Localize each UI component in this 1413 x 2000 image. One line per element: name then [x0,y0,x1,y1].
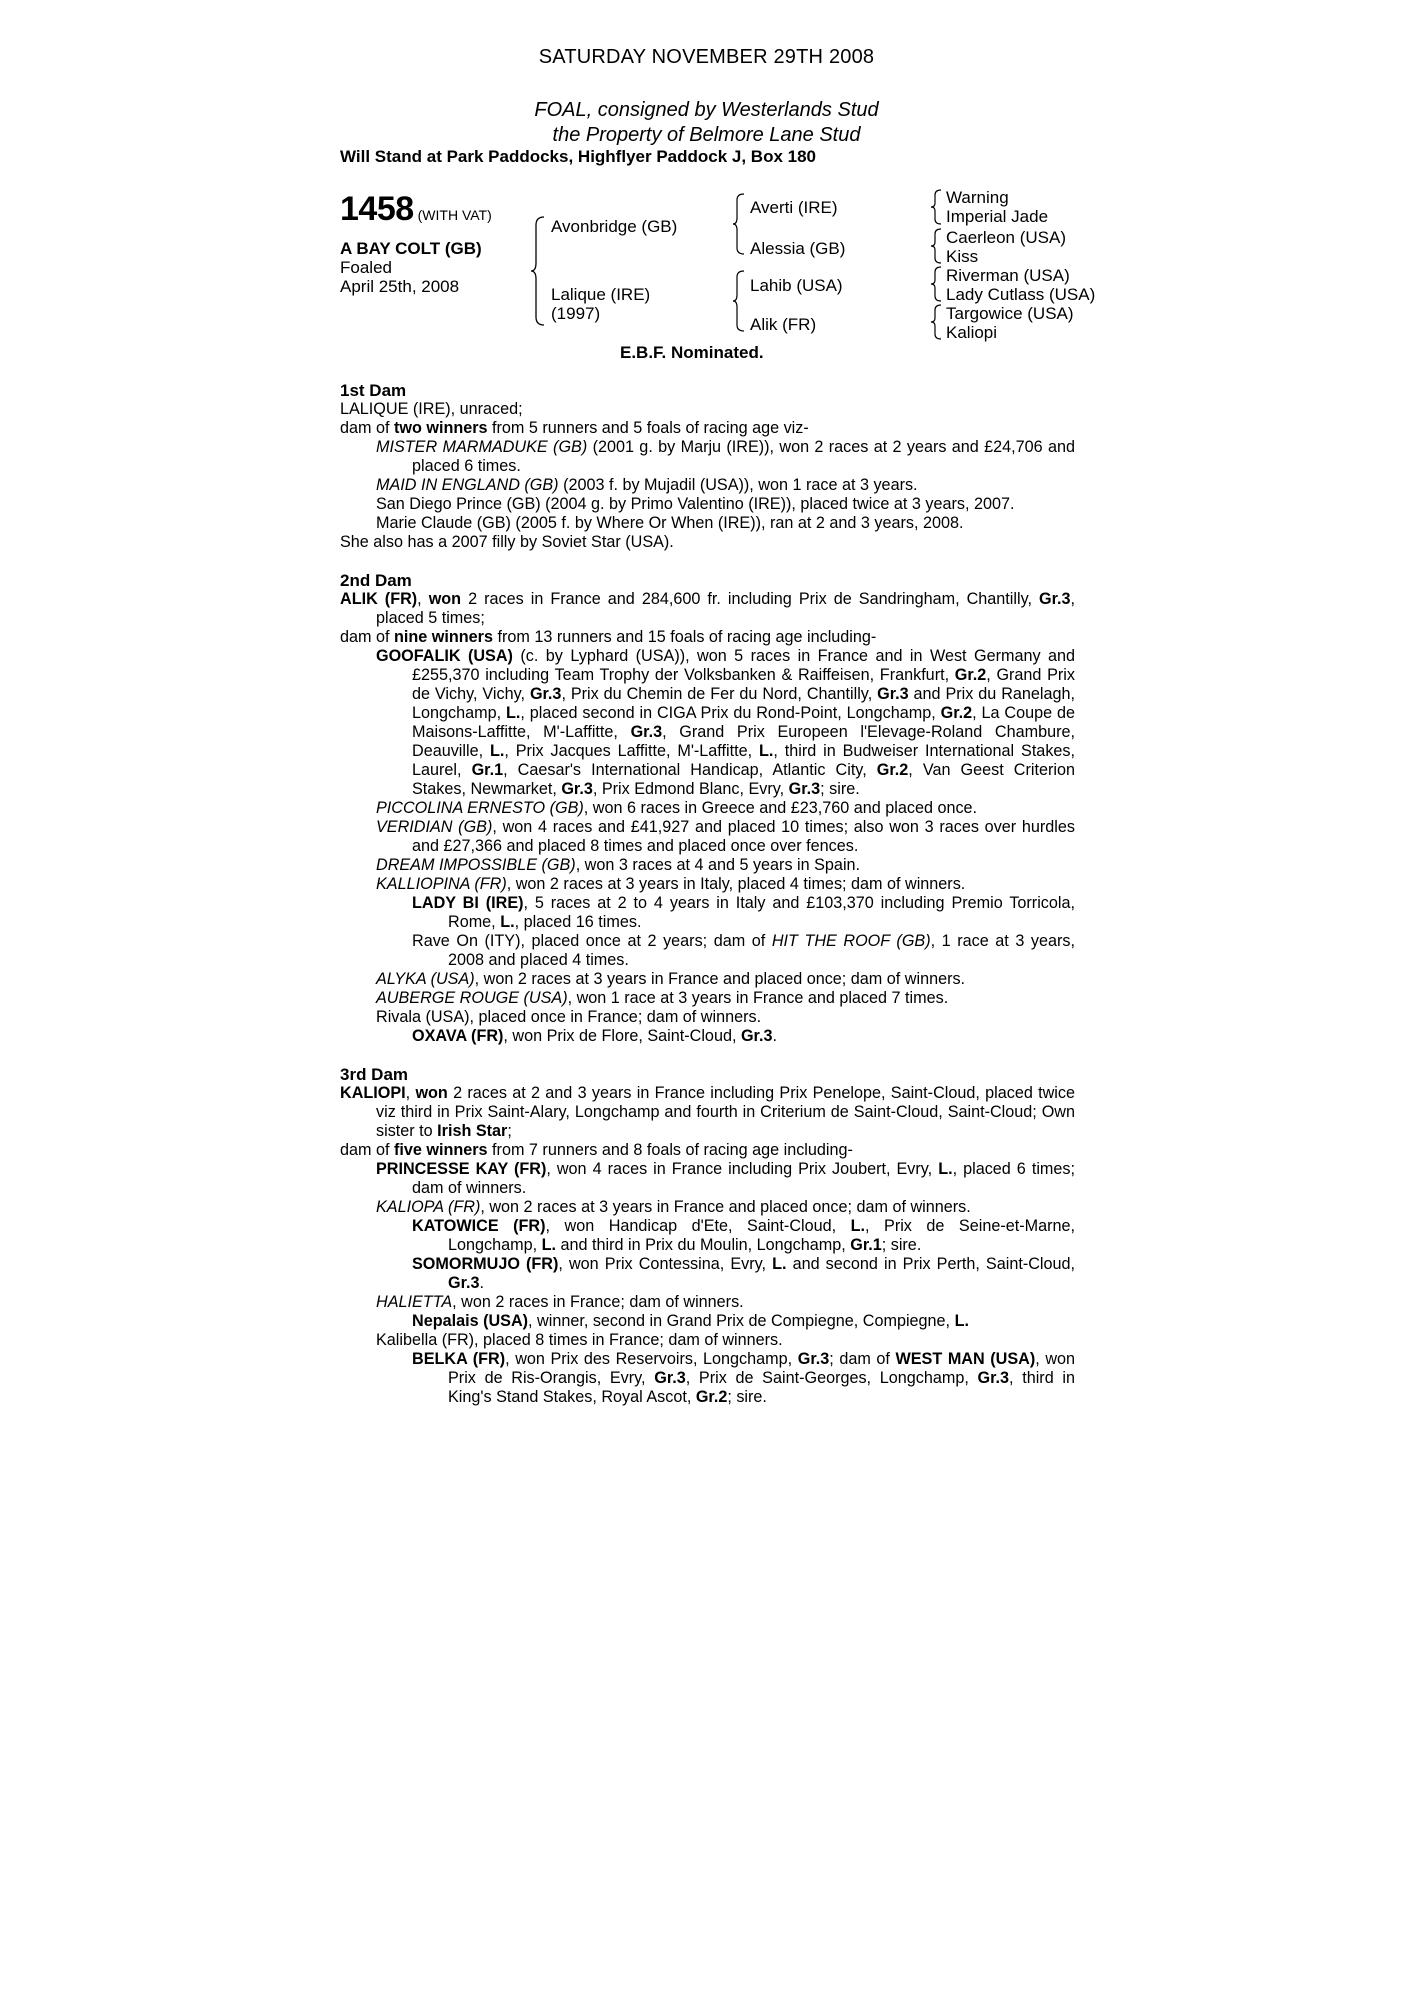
horse-info [340,239,482,296]
produce-entry: San Diego Prince (GB) (2004 g. by Primo Valentino (IRE)), placed twice at 3 years, 2007. [376,495,1015,513]
produce-entry: DREAM IMPOSSIBLE (GB), won 3 races at 4 and 5 years in Spain. [376,856,861,874]
property-line: the Property of Belmore Lane Stud [552,124,861,146]
pedigree-brace-main [530,215,550,327]
pedigree-brace-g4 [930,303,944,341]
produce-entry: PRINCESSE KAY (FR), won 4 races in France including Prix Joubert, Evry, L., placed 6 times; dam of winners. [376,1160,1075,1197]
pedigree-brace-g1 [930,188,944,226]
produce-subentry: KATOWICE (FR), won Handicap d'Ete, Saint-Cloud, L., Prix de Seine-et-Marne, Longchamp, L. and third in Prix du Moulin, Longchamp, Gr.1; sire. [412,1217,1075,1254]
pedigree-g4: Kiss [946,247,979,266]
produce-entry: HALIETTA, won 2 races in France; dam of winners. [376,1293,744,1311]
third-dam-title: 3rd Dam [340,1065,409,1084]
pedigree-brace-sire [732,192,748,256]
ebf-nominated: E.B.F. Nominated. [620,343,764,362]
vat-note: (WITH VAT) [417,207,492,223]
produce-entry: Rivala (USA), placed once in France; dam of winners. [376,1008,762,1026]
pedigree-g1: Warning [946,188,1009,207]
pedigree-dam: Lalique (IRE) [551,285,651,304]
pedigree-brace-dam [732,269,748,333]
stand-location: Will Stand at Park Paddocks, Highflyer Paddock J, Box 180 [340,147,816,166]
pedigree-dam-dam: Alik (FR) [750,315,817,334]
third-dam-name: KALIOPI, won 2 races at 2 and 3 years in France including Prix Penelope, Saint-Cloud, placed twice viz third in Prix Saint-Alary, Longchamp and fourth in Criterium de Saint-Cloud, Saint-Cloud; Own sister to Irish Star; [340,1084,1075,1140]
pedigree-sire-sire: Averti (IRE) [750,198,838,217]
produce-subentry: BELKA (FR), won Prix des Reservoirs, Longchamp, Gr.3; dam of WEST MAN (USA), won Prix de Ris-Orangis, Evry, Gr.3, Prix de Saint-Georges, Longchamp, Gr.3, third in King's Stand Stakes, Royal Ascot, Gr.2; sire. [412,1350,1076,1406]
pedigree-sire: Avonbridge (GB) [551,217,678,236]
produce-entry: Kalibella (FR), placed 8 times in France; dam of winners. [376,1331,783,1349]
pedigree-g7: Targowice (USA) [946,304,1074,323]
pedigree-g3: Caerleon (USA) [946,228,1066,247]
pedigree-g5: Riverman (USA) [946,266,1070,285]
pedigree-g8: Kaliopi [946,323,998,342]
produce-subentry: LADY BI (IRE), 5 races at 2 to 4 years in Italy and £103,370 including Premio Torricola, Rome, L., placed 16 times. [412,894,1075,931]
pedigree-brace-g2 [930,227,944,265]
lot-number: 1458 [340,190,414,228]
produce-subentry: SOMORMUJO (FR), won Prix Contessina, Evry, L. and second in Prix Perth, Saint-Cloud, Gr.3. [412,1255,1076,1292]
first-dam-name: LALIQUE (IRE), unraced; [340,400,523,418]
produce-subentry: Rave On (ITY), placed once at 2 years; dam of HIT THE ROOF (GB), 1 race at 3 years, 2008 and placed 4 times. [412,932,1075,969]
first-dam-section [340,381,1075,552]
horse-name: A BAY COLT (GB) [340,239,482,258]
pedigree-g2: Imperial Jade [946,207,1049,226]
first-dam-title: 1st Dam [340,381,407,400]
produce-entry: MISTER MARMADUKE (GB) (2001 g. by Marju (IRE)), won 2 races at 2 years and £24,706 and placed 6 times. [376,438,1075,475]
produce-entry: KALLIOPINA (FR), won 2 races at 3 years in Italy, placed 4 times; dam of winners. [376,875,966,893]
pedigree-g6: Lady Cutlass (USA) [946,285,1096,304]
lot-header [340,190,492,229]
pedigree-brace-g3 [930,265,944,303]
section-gap [340,552,1075,571]
second-dam-summary: dam of nine winners from 13 runners and 15 foals of racing age including- [340,628,877,646]
produce-entry: KALIOPA (FR), won 2 races at 3 years in France and placed once; dam of winners. [376,1198,971,1216]
third-dam-summary: dam of five winners from 7 runners and 8 foals of racing age including- [340,1141,853,1159]
produce-record [340,381,1075,1407]
produce-entry: Marie Claude (GB) (2005 f. by Where Or When (IRE)), ran at 2 and 3 years, 2008. [376,514,964,532]
produce-entry: ALYKA (USA), won 2 races at 3 years in France and placed once; dam of winners. [376,970,966,988]
foaled-date: April 25th, 2008 [340,277,460,296]
first-dam-summary: dam of two winners from 5 runners and 5 foals of racing age viz- [340,419,809,437]
produce-entry: VERIDIAN (GB), won 4 races and £41,927 and placed 10 times; also won 3 races over hurdles and £27,366 and placed 8 times and placed once over fences. [376,818,1075,855]
consignment [0,98,1413,148]
section-gap [340,1046,1075,1065]
first-dam-note: She also has a 2007 filly by Soviet Star (USA). [340,533,674,551]
second-dam-name: ALIK (FR), won 2 races in France and 284,600 fr. including Prix de Sandringham, Chantilly, Gr.3, placed 5 times; [340,590,1076,627]
consignor-line: FOAL, consigned by Westerlands Stud [534,99,879,121]
pedigree-dam-sire: Lahib (USA) [750,276,843,295]
second-dam-section [340,571,1075,1046]
sale-date: SATURDAY NOVEMBER 29TH 2008 [538,46,875,68]
produce-entry: AUBERGE ROUGE (USA), won 1 race at 3 years in France and placed 7 times. [376,989,949,1007]
produce-entry: PICCOLINA ERNESTO (GB), won 6 races in Greece and £23,760 and placed once. [376,799,978,817]
produce-entry: MAID IN ENGLAND (GB) (2003 f. by Mujadil (USA)), won 1 race at 3 years. [376,476,918,494]
foaled-label: Foaled [340,258,392,277]
produce-subentry: OXAVA (FR), won Prix de Flore, Saint-Cloud, Gr.3. [412,1027,777,1045]
produce-subentry: Nepalais (USA), winner, second in Grand Prix de Compiegne, Compiegne, L. [412,1312,969,1330]
pedigree-dam-year: (1997) [551,304,601,323]
third-dam-section [340,1065,1075,1407]
produce-entry: GOOFALIK (USA) (c. by Lyphard (USA)), won 5 races in France and in West Germany and £255,370 including Team Trophy der Volksbanken & Raiffeisen, Frankfurt, Gr.2, Grand Prix de Vichy, Vichy, Gr.3, Prix du Chemin de Fer du Nord, Chantilly, Gr.3 and Prix du Ranelagh, Longchamp, L., placed second in CIGA Prix du Rond-Point, Longchamp, Gr.2, La Coupe de Maisons-Laffitte, M'-Laffitte, Gr.3, Grand Prix Europeen l'Elevage-Roland Chambure, Deauville, L., Prix Jacques Laffitte, M'-Laffitte, L., third in Budweiser International Stakes, Laurel, Gr.1, Caesar's International Handicap, Atlantic City, Gr.2, Van Geest Criterion Stakes, Newmarket, Gr.3, Prix Edmond Blanc, Evry, Gr.3; sire. [376,647,1076,798]
second-dam-title: 2nd Dam [340,571,412,590]
pedigree-sire-dam: Alessia (GB) [750,239,846,258]
